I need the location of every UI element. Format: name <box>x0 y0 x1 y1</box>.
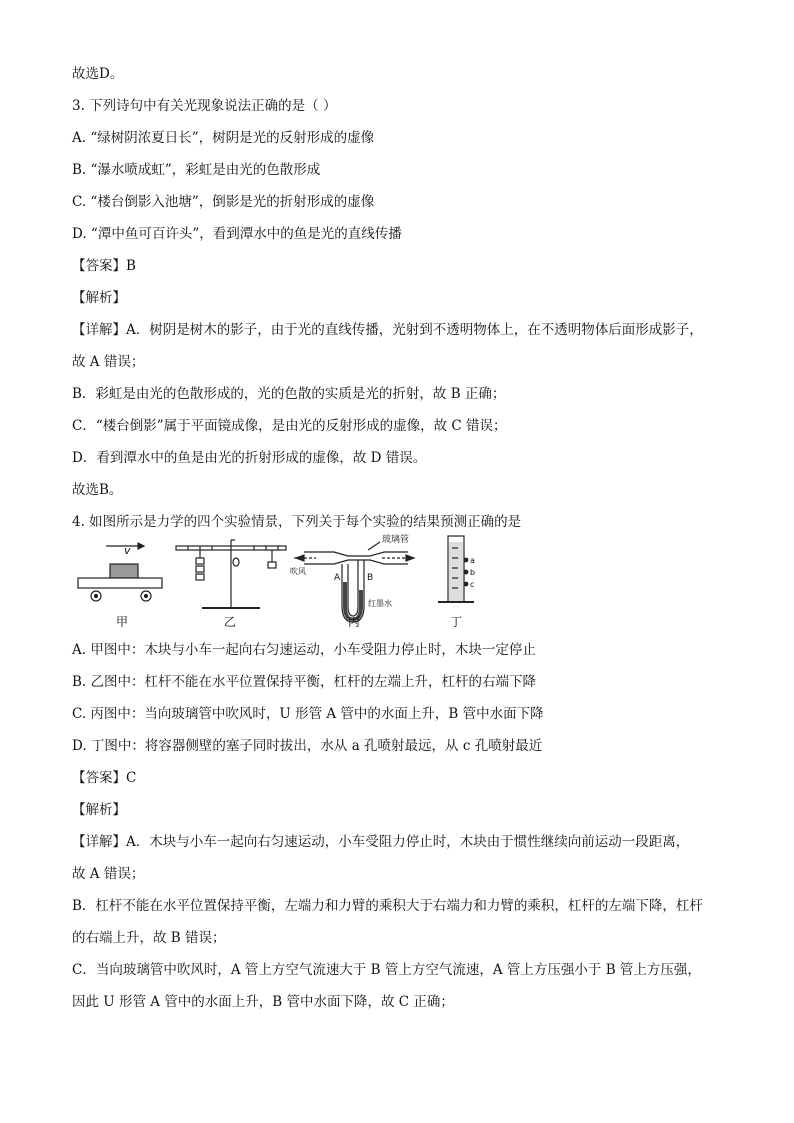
question-3-detail-line-5: D．看到潭水中的鱼是由光的折射形成的虚像，故 D 错误。 <box>72 450 427 466</box>
question-4-detail-line-2: 故 A 错误； <box>72 866 145 882</box>
velocity-label: v <box>124 544 131 557</box>
experiment-figure-svg <box>72 530 592 632</box>
caption-yi: 乙 <box>224 615 237 629</box>
caption-ding: 丁 <box>450 615 463 629</box>
question-4-option-d: D. 丁图中：将容器侧壁的塞子同时拔出，水从 a 孔喷射最远，从 c 孔喷射最近 <box>72 738 543 754</box>
question-4-detail-line-4: 的右端上升，故 B 错误； <box>72 930 226 946</box>
tube-a-label: A <box>334 573 341 583</box>
question-4-option-c: C. 丙图中：当向玻璃管中吹风时，U 形管 A 管中的水面上升，B 管中水面下降 <box>72 706 544 722</box>
question-3-option-b: B. “瀑水喷成虹”，彩虹是由光的色散形成 <box>72 162 321 178</box>
question-4-option-b: B. 乙图中：杠杆不能在水平位置保持平衡，杠杆的左端上升，杠杆的右端下降 <box>72 674 537 690</box>
text-line-conclusion-2: 故选B。 <box>72 482 123 498</box>
question-3-analysis-heading: 【解析】 <box>72 290 126 306</box>
question-3-detail-line-1: 【详解】A．树阴是树木的影子，由于光的直线传播，光射到不透明物体上，在不透明物体后面形成影子， <box>72 322 703 338</box>
caption-bing: 丙 <box>348 615 361 629</box>
question-4-answer: 【答案】C <box>72 770 137 786</box>
question-4-option-a: A. 甲图中：木块与小车一起向右匀速运动，小车受阻力停止时，木块一定停止 <box>72 642 536 658</box>
question-4-analysis-heading: 【解析】 <box>72 802 126 818</box>
question-4-stem: 4. 如图所示是力学的四个实验情景，下列关于每个实验的结果预测正确的是 <box>72 514 522 530</box>
hole-b-label: b <box>470 568 476 577</box>
figure-bing-u-tube <box>294 542 414 622</box>
question-4-detail-line-6: 因此 U 形管 A 管中的水面上升，B 管中水面下降，故 C 正确； <box>72 994 454 1010</box>
question-4-detail-line-3: B．杠杆不能在水平位置保持平衡，左端力和力臂的乘积大于右端力和力臂的乘积，杠杆的左端下降，杠杆 <box>72 898 703 914</box>
question-3-option-a: A. “绿树阴浓夏日长”，树阴是光的反射形成的虚像 <box>72 130 375 146</box>
question-3-stem: 3. 下列诗句中有关光现象说法正确的是（ ） <box>72 98 337 114</box>
question-3-answer: 【答案】B <box>72 258 136 274</box>
figure-jia-cart <box>78 543 162 601</box>
caption-jia: 甲 <box>116 615 129 629</box>
question-3-option-d: D. “潭中鱼可百许头”，看到潭水中的鱼是光的直线传播 <box>72 226 402 242</box>
question-4-detail-line-5: C．当向玻璃管中吹风时，A 管上方空气流速大于 B 管上方空气流速，A 管上方压强小于 B 管上方压强， <box>72 962 701 978</box>
hole-c-label: c <box>470 580 475 589</box>
red-ink-label: 红墨水 <box>368 599 392 608</box>
experiment-figure <box>72 530 592 632</box>
blow-label: 吹风 <box>290 567 306 576</box>
tube-b-label: B <box>367 573 374 583</box>
question-3-option-c: C. “楼台倒影入池塘”，倒影是光的折射形成的虚像 <box>72 194 375 210</box>
question-4-detail-line-1: 【详解】A．木块与小车一起向右匀速运动，小车受阻力停止时，木块由于惯性继续向前运动一段距离， <box>72 834 690 850</box>
glass-tube-label: 玻璃管 <box>382 535 410 545</box>
hole-a-label: a <box>470 556 475 565</box>
text-line-conclusion-1: 故选D。 <box>72 66 124 82</box>
question-3-detail-line-4: C．“楼台倒影”属于平面镜成像，是由光的反射形成的虚像，故 C 错误； <box>72 418 507 434</box>
figure-ding-container <box>438 536 474 602</box>
question-3-detail-line-3: B．彩虹是由光的色散形成的，光的色散的实质是光的折射，故 B 正确； <box>72 386 506 402</box>
question-3-detail-line-2: 故 A 错误； <box>72 354 145 370</box>
figure-yi-lever <box>176 540 286 608</box>
